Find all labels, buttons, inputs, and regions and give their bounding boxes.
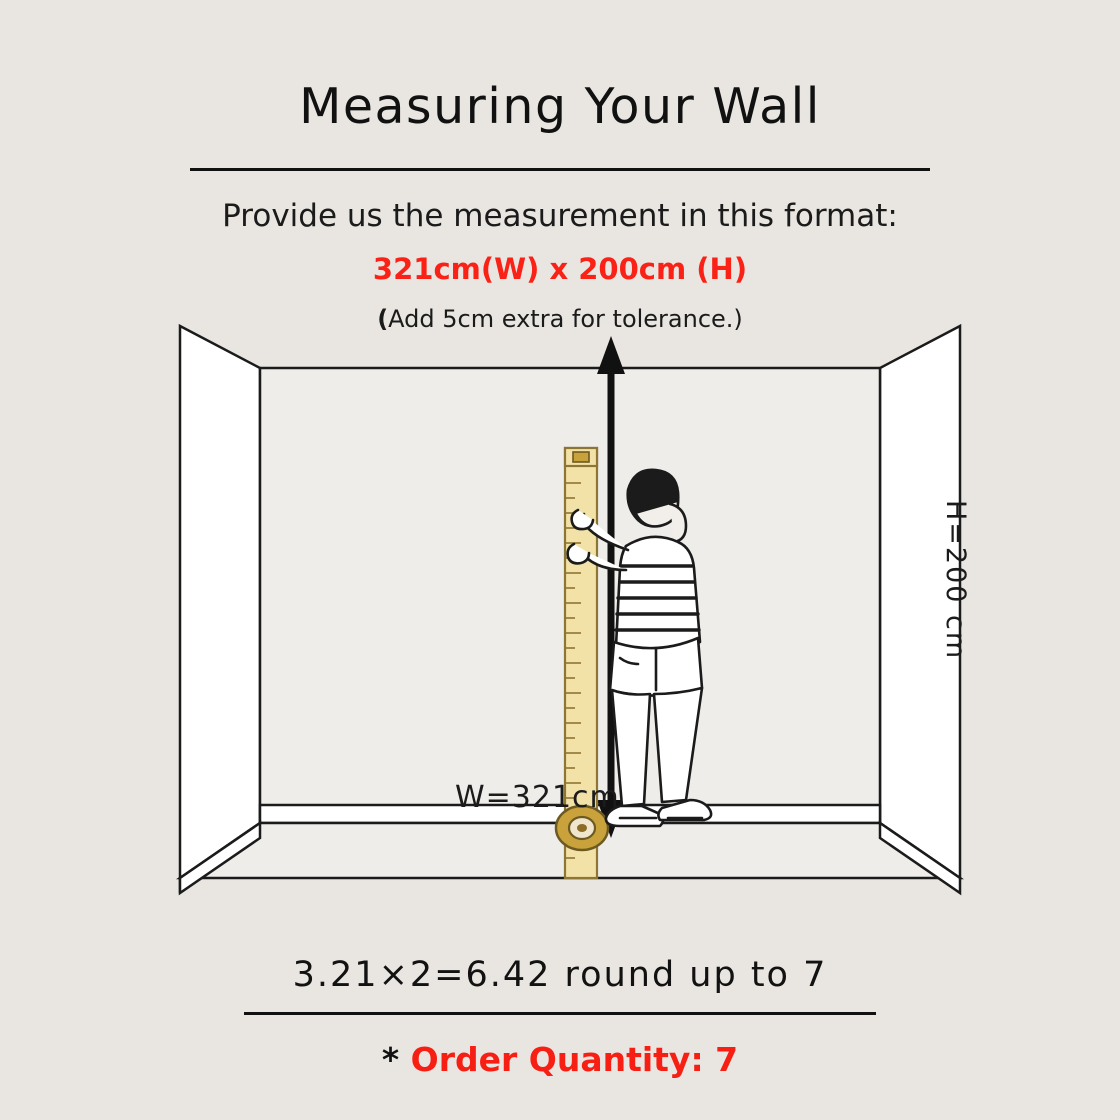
asterisk-marker: * xyxy=(381,1040,400,1079)
tolerance-note-prefix: ( xyxy=(377,305,389,333)
tolerance-note-text: Add 5cm extra for tolerance.) xyxy=(388,305,743,333)
left-wall xyxy=(180,326,260,878)
page-title: Measuring Your Wall xyxy=(299,78,821,135)
order-quantity xyxy=(0,1040,1120,1079)
calculation-text: 3.21×2=6.42 round up to 7 xyxy=(292,955,828,995)
format-example: 321cm(W) x 200cm (H) xyxy=(372,252,748,286)
title-divider xyxy=(190,168,930,171)
order-quantity-label: Order Quantity: 7 xyxy=(410,1040,739,1079)
height-label: H=200 cm xyxy=(940,500,971,661)
width-label: W=321cm xyxy=(455,780,620,815)
wall-diagram xyxy=(150,318,990,918)
calculation-divider xyxy=(244,1012,876,1015)
instruction-text: Provide us the measurement in this format: xyxy=(222,198,898,234)
